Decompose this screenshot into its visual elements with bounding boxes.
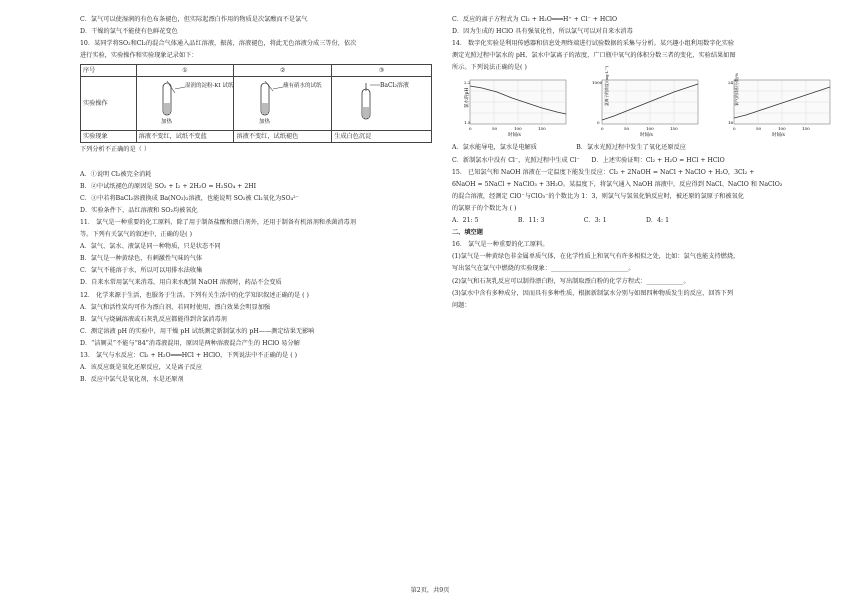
tick-label: 0 bbox=[469, 126, 472, 132]
tube-illustration-2 bbox=[234, 77, 332, 131]
heat-label: 加热 bbox=[258, 118, 270, 125]
text-line: B．②中试纸褪色的原因是 SO₂ + I₂ + 2H₂O = H₂SO₄ + 2HI bbox=[80, 182, 257, 190]
tick-label: 2.2 bbox=[464, 80, 471, 86]
text-line: A．氯气、氯水、液氯是同一种物质，只是状态不同 bbox=[80, 243, 221, 251]
tick-label: 150 bbox=[802, 126, 810, 132]
text-line: (2)氯气和石灰乳反应可以制得漂白粉，写出制取漂白粉的化学方程式：____________。 bbox=[452, 277, 690, 285]
text-line bbox=[80, 158, 452, 166]
text-line: 等。下列有关氯气的叙述中，正确的是( ) bbox=[80, 231, 192, 239]
tick-label: 50 bbox=[756, 126, 762, 132]
text-line: C．氯气不能溶于水，所以可以用排水法收集 bbox=[80, 267, 203, 275]
axis-label: 时间/s bbox=[772, 133, 785, 139]
text-line: (1)氯气是一种黄绿色非金属单质气体，在化学性质上和氧气有许多相似之处，比如：氯气也能支持燃烧， bbox=[452, 253, 740, 261]
text-line: A．氯水能导电，氯水是电解质 B．氯水光照过程中发生了氧化还原反应 bbox=[452, 144, 686, 152]
text-line: D．“洁厕灵”不能与“84”消毒液混用，原因是两种溶液混合产生的 HClO 易分解 bbox=[80, 339, 300, 347]
text-line: 的混合溶液，经测定 ClO⁻与ClO₃⁻的个数比为 1：3，则氯气与氢氧化钠反应时，被还原的氯原子和被氧化 bbox=[452, 192, 744, 200]
text-line: A．①说明 Cl₂被完全消耗 bbox=[80, 170, 152, 178]
tube-label: BaCl₂溶液 bbox=[379, 81, 409, 89]
text-line: A．该反应既是氧化还原反应，又是离子反应 bbox=[80, 364, 203, 372]
test-tube-icon bbox=[145, 79, 234, 127]
text-line: C．氯气可以使湿润的有色布条褪色，但实际起漂白作用的物质是次氯酸而不是氯气 bbox=[80, 16, 308, 23]
page-number: 第2页，共9页 bbox=[410, 587, 450, 594]
tick-label: 0 bbox=[601, 126, 604, 132]
text-line: C．③中若将BaCl₂溶液换成 Ba(NO₃)₂溶液，也能说明 SO₂被 Cl₂氧化为SO₄²⁻ bbox=[80, 194, 299, 202]
tick-label: 50 bbox=[624, 126, 630, 132]
text-line: 写出氢气在氯气中燃烧的实验现象：_________________________。 bbox=[452, 265, 635, 273]
tick-label: 100 bbox=[514, 126, 522, 132]
text-line: C．测定溶液 pH 的实验中，用干燥 pH 试纸测定新制氯水的 pH——测定结果无影响 bbox=[80, 327, 315, 335]
text-line: 14． 数字化实验是利用传感器和信息处理终端进行试验数据的采集与分析。某兴趣小组利用数字化实验 bbox=[452, 40, 735, 48]
left-column bbox=[80, 16, 452, 388]
text-line: D．自来水常用氯气来消毒，用自来水配制 NaOH 溶液时，药品不会变质 bbox=[80, 279, 282, 287]
text-line: 16． 氯气是一种重要的化工原料。 bbox=[452, 241, 549, 249]
text-line: 所示。下列说法正确的是( ) bbox=[452, 64, 527, 72]
text-line: A．氯气和活性炭均可作为漂白剂，若同时使用，漂白效果会明显加强 bbox=[80, 303, 271, 311]
tick-label: 150 bbox=[538, 126, 546, 132]
text-line: 10．某同学将SO₂和Cl₂的混合气体通入品红溶液，振荡，溶液褪色，将此无色溶液分成三等份，依次 bbox=[80, 40, 357, 48]
tick-label: 24 bbox=[728, 80, 734, 86]
tube-illustration-3 bbox=[332, 77, 432, 131]
table-cell: 溶液不变红，试纸褪色 bbox=[234, 131, 332, 143]
text-line: 测定光照过程中氯水的 pH、氯水中氯离子的浓度、广口瓶中氧气的体积分数三者的变化，实验结果如图 bbox=[452, 52, 736, 60]
text-line: 13． 氯气与水反应：Cl₂ + H₂O═══HCl + HClO，下列说法中不正确的是 ( ) bbox=[80, 351, 298, 359]
tick-label: 1000 bbox=[592, 80, 603, 86]
table-row-label: 实验操作 bbox=[81, 77, 137, 131]
tube-illustration-1 bbox=[136, 77, 234, 131]
table-header-cell: ① bbox=[136, 65, 234, 77]
chloride-graph bbox=[584, 66, 704, 139]
axis-label: 氯离子的浓度/(mg·L⁻¹) bbox=[604, 66, 609, 107]
table-cell: 生成白色沉淀 bbox=[332, 131, 432, 143]
section-title: 二、填空题 bbox=[452, 229, 483, 237]
text-line: 下列分析不正确的是（ ） bbox=[80, 146, 151, 154]
heat-label: 加热 bbox=[161, 118, 173, 125]
text-line: B．氯气与烧碱溶液或石灰乳反应都能得到含氯消毒剂 bbox=[80, 315, 227, 323]
text-line: B．反应中氯气是氧化剂，水是还原剂 bbox=[80, 376, 184, 384]
experiment-table bbox=[80, 64, 432, 143]
text-line: (3)氯水中含有多种成分，因而具有多种性质，根据新制氯水分别与如图四种物质发生的反应，回答下列 bbox=[452, 289, 734, 297]
tube-label: 湿润的淀粉-KI 试纸 bbox=[185, 82, 234, 89]
text-line: 进行实验，实验操作和实验现象记录如下： bbox=[80, 52, 198, 60]
text-line: 11． 氯气是一种重要的化工原料，除了用于制备盐酸和漂白剂外，还用于制备有机溶剂和杀菌消毒剂 bbox=[80, 218, 356, 226]
text-line: B．氯气是一种黄绿色，有刺激性气味的气体 bbox=[80, 255, 203, 263]
text-line: 12． 化学来源于生活，也服务于生活。下列有关生活中的化学知识叙述正确的是 ( ) bbox=[80, 291, 309, 299]
axis-label: 氯水的pH bbox=[465, 88, 470, 109]
text-line: D．因为生成的 HClO 具有强氧化性，所以氯气可以对自来水消毒 bbox=[452, 28, 633, 36]
table-header-cell: 序号 bbox=[81, 65, 137, 77]
text-line: 15． 已知氯气和 NaOH 溶液在一定温度下能发生反应：Cl₂ + 2NaOH = NaCl + NaClO + H₂O，3Cl₂ + bbox=[452, 168, 755, 176]
ph-graph bbox=[452, 76, 572, 138]
text-line: D．干燥的氯气不能使有色鲜花变色 bbox=[80, 28, 178, 36]
text-line: A．21: 5 B．11: 3 C．3: 1 D．4: 1 bbox=[452, 217, 670, 225]
axis-label: 氧气的体积分数/% bbox=[734, 73, 739, 107]
table-header-cell: ③ bbox=[332, 65, 432, 77]
tick-label: 100 bbox=[646, 126, 654, 132]
text-line: 6NaOH = 5NaCl + NaClO₃ + 3H₂O。某温度下，将氯气通入 NaOH 溶液中，反应得到 NaCl、NaClO 和 NaClO₃ bbox=[452, 180, 783, 188]
oxygen-graph bbox=[716, 73, 836, 139]
tick-label: 1.5 bbox=[464, 120, 471, 126]
tick-label: 150 bbox=[670, 126, 678, 132]
tick-label: 100 bbox=[778, 126, 786, 132]
table-cell: 溶液不变红，试纸不变蓝 bbox=[136, 131, 234, 143]
axis-label: 时间/s bbox=[640, 133, 653, 139]
tube-label: 蘸有硝水的试纸 bbox=[282, 82, 322, 89]
axis-label: 时间/s bbox=[508, 133, 521, 139]
text-line: C．新制氯水中没有 Cl⁻，光照过程中生成 Cl⁻ D．上述实验证明：Cl₂ + H₂O = HCl + HClO bbox=[452, 156, 725, 164]
tick-label: 0 bbox=[733, 126, 736, 132]
test-tube-icon bbox=[342, 79, 422, 127]
table-header-cell: ② bbox=[234, 65, 332, 77]
right-column bbox=[452, 16, 824, 314]
test-tube-icon bbox=[243, 79, 323, 127]
text-line: D．实验条件下，品红溶液和 SO₂均被氧化 bbox=[80, 206, 198, 214]
table-row-label: 实验现象 bbox=[81, 131, 137, 143]
tick-label: 16 bbox=[728, 120, 734, 126]
text-line: 问题： bbox=[452, 301, 471, 309]
tick-label: 0 bbox=[597, 120, 600, 126]
text-line: 的氯原子的个数比为 ( ) bbox=[452, 204, 517, 212]
text-line: C．反应的离子方程式为 Cl₂ + H₂O═══H⁺ + Cl⁻ + HClO bbox=[452, 16, 618, 23]
tick-label: 50 bbox=[492, 126, 498, 132]
